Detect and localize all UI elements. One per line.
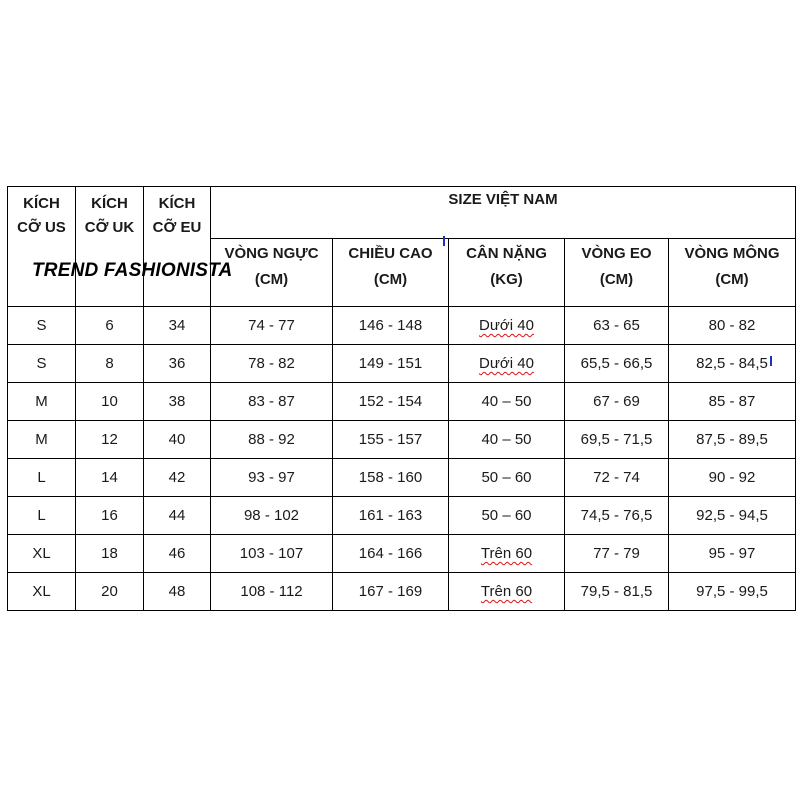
size-us-cell: M (8, 421, 76, 459)
hip-cell: 97,5 - 99,5 (669, 573, 796, 611)
height-cell: 152 - 154 (333, 383, 449, 421)
header-size-eu: KÍCH CỠ EU (144, 187, 211, 307)
header-row-top (8, 187, 796, 239)
header-weight: CÂN NẶNG (KG) (449, 239, 565, 307)
size-chart-table (7, 186, 796, 611)
header-size-vietnam: SIZE VIỆT NAM (211, 187, 796, 239)
table-row (8, 497, 796, 535)
table-row (8, 421, 796, 459)
size-uk-cell: 6 (76, 307, 144, 345)
header-chest: VÒNG NGỰC (CM) (211, 239, 333, 307)
size-eu-cell: 42 (144, 459, 211, 497)
chest-cell: 108 - 112 (211, 573, 333, 611)
header-height: CHIỀU CAO (CM) (333, 239, 449, 307)
hip-cell: 92,5 - 94,5 (669, 497, 796, 535)
cursor-mark (770, 356, 772, 366)
chest-cell: 88 - 92 (211, 421, 333, 459)
height-cell: 146 - 148 (333, 307, 449, 345)
size-us-cell: M (8, 383, 76, 421)
waist-cell: 67 - 69 (565, 383, 669, 421)
size-us-cell: L (8, 497, 76, 535)
waist-cell: 63 - 65 (565, 307, 669, 345)
hip-cell: 90 - 92 (669, 459, 796, 497)
hip-cell: 87,5 - 89,5 (669, 421, 796, 459)
chest-cell: 83 - 87 (211, 383, 333, 421)
waist-cell: 79,5 - 81,5 (565, 573, 669, 611)
header-size-uk: KÍCH CỠ UK (76, 187, 144, 307)
weight-cell: Dưới 40 (449, 307, 565, 345)
size-uk-cell: 20 (76, 573, 144, 611)
size-eu-cell: 44 (144, 497, 211, 535)
size-uk-cell: 14 (76, 459, 144, 497)
table-row (8, 573, 796, 611)
table-row (8, 459, 796, 497)
chest-cell: 74 - 77 (211, 307, 333, 345)
waist-cell: 74,5 - 76,5 (565, 497, 669, 535)
weight-cell: 40 – 50 (449, 383, 565, 421)
height-cell: 167 - 169 (333, 573, 449, 611)
size-uk-cell: 16 (76, 497, 144, 535)
hip-cell: 80 - 82 (669, 307, 796, 345)
height-cell: 164 - 166 (333, 535, 449, 573)
table-row (8, 345, 796, 383)
hip-cell: 85 - 87 (669, 383, 796, 421)
weight-cell: Trên 60 (449, 573, 565, 611)
size-eu-cell: 40 (144, 421, 211, 459)
size-eu-cell: 46 (144, 535, 211, 573)
header-waist: VÒNG EO (CM) (565, 239, 669, 307)
height-cell: 149 - 151 (333, 345, 449, 383)
size-us-cell: S (8, 307, 76, 345)
weight-cell: Trên 60 (449, 535, 565, 573)
table-row (8, 307, 796, 345)
chest-cell: 93 - 97 (211, 459, 333, 497)
weight-cell: 50 – 60 (449, 459, 565, 497)
size-uk-cell: 18 (76, 535, 144, 573)
header-hip: VÒNG MÔNG (CM) (669, 239, 796, 307)
height-cell: 161 - 163 (333, 497, 449, 535)
cursor-mark (443, 236, 445, 246)
header-size-us: KÍCH CỠ US (8, 187, 76, 307)
size-us-cell: XL (8, 573, 76, 611)
size-us-cell: L (8, 459, 76, 497)
size-uk-cell: 12 (76, 421, 144, 459)
table-row (8, 383, 796, 421)
chest-cell: 103 - 107 (211, 535, 333, 573)
weight-cell: 50 – 60 (449, 497, 565, 535)
hip-cell: 82,5 - 84,5 (669, 345, 796, 383)
chest-cell: 98 - 102 (211, 497, 333, 535)
weight-cell: 40 – 50 (449, 421, 565, 459)
size-uk-cell: 10 (76, 383, 144, 421)
size-eu-cell: 34 (144, 307, 211, 345)
height-cell: 158 - 160 (333, 459, 449, 497)
size-eu-cell: 48 (144, 573, 211, 611)
hip-cell: 95 - 97 (669, 535, 796, 573)
waist-cell: 77 - 79 (565, 535, 669, 573)
size-eu-cell: 38 (144, 383, 211, 421)
size-us-cell: XL (8, 535, 76, 573)
size-rows (8, 307, 796, 611)
height-cell: 155 - 157 (333, 421, 449, 459)
size-eu-cell: 36 (144, 345, 211, 383)
waist-cell: 69,5 - 71,5 (565, 421, 669, 459)
table-row (8, 535, 796, 573)
brand-watermark: TREND FASHIONISTA (32, 260, 233, 281)
waist-cell: 72 - 74 (565, 459, 669, 497)
chest-cell: 78 - 82 (211, 345, 333, 383)
size-uk-cell: 8 (76, 345, 144, 383)
waist-cell: 65,5 - 66,5 (565, 345, 669, 383)
weight-cell: Dưới 40 (449, 345, 565, 383)
size-us-cell: S (8, 345, 76, 383)
